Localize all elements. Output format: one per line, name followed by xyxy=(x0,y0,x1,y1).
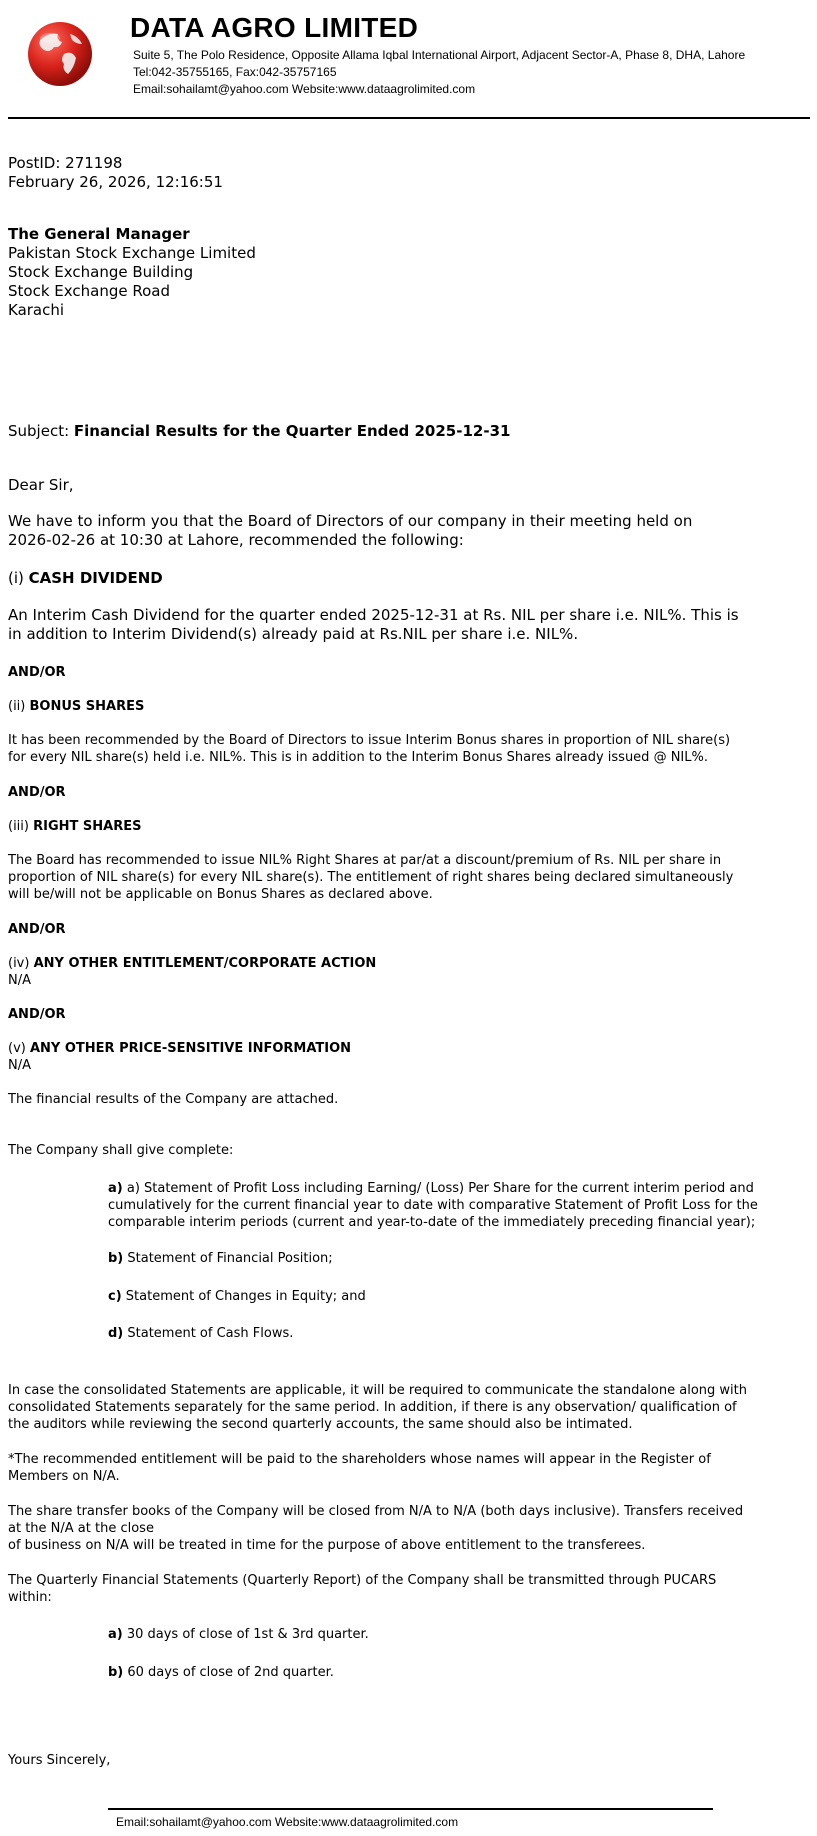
consolidated-text: the auditors while reviewing the second quarterly accounts, the same should also be intimated. xyxy=(8,1417,633,1432)
section-number: (ii) xyxy=(8,699,30,714)
section-number: (v) xyxy=(8,1041,30,1056)
bonus-shares-text: for every NIL share(s) held i.e. NIL%. This is in addition to the Interim Bonus Shares already issued @ NIL%. xyxy=(8,750,708,765)
and-or: AND/OR xyxy=(8,665,66,680)
and-or: AND/OR xyxy=(8,922,66,937)
consolidated-text: In case the consolidated Statements are applicable, it will be required to communicate the standalone along with xyxy=(8,1383,747,1398)
list-text: Statement of Changes in Equity; and xyxy=(121,1289,366,1304)
transfer-text: The share transfer books of the Company will be closed from N/A to N/A (both days inclusive). Transfers received xyxy=(8,1504,744,1519)
statement-d xyxy=(108,1325,798,1342)
entitlement-text: *The recommended entitlement will be paid to the shareholders whose names will appear in the Register of xyxy=(8,1452,711,1467)
section-heading: BONUS SHARES xyxy=(29,699,145,714)
right-shares-text: The Board has recommended to issue NIL% Right Shares at par/at a discount/premium of Rs. NIL per share in xyxy=(8,853,722,868)
salutation: Dear Sir, xyxy=(8,476,74,494)
transfer-text: of business on N/A will be treated in time for the purpose of above entitlement to the transferees. xyxy=(8,1538,646,1553)
deadline-b xyxy=(108,1664,798,1681)
cash-dividend-text: An Interim Cash Dividend for the quarter ended 2025-12-31 at Rs. NIL per share i.e. NIL%. This is xyxy=(8,606,739,624)
company-name: DATA AGRO LIMITED xyxy=(130,12,419,43)
quarterly-text: The Quarterly Financial Statements (Quarterly Report) of the Company shall be transmitted through PUCARS xyxy=(8,1573,717,1588)
footer-contact: Email:sohailamt@yahoo.com Website:www.dataagrolimited.com xyxy=(116,1815,459,1829)
section-number: (iv) xyxy=(8,956,34,971)
company-phone: Tel:042-35755165, Fax:042-35757165 xyxy=(133,65,337,79)
subject-line xyxy=(8,422,798,441)
statement-a-cont: comparable interim periods (current and year-to-date of the immediately preceding financial year); xyxy=(108,1215,756,1230)
other-entitlement-heading xyxy=(8,955,798,972)
statement-c xyxy=(108,1288,798,1305)
list-label: a) xyxy=(108,1627,123,1642)
and-or: AND/OR xyxy=(8,1007,66,1022)
recipient-line: Pakistan Stock Exchange Limited xyxy=(8,244,256,262)
section-number: (i) xyxy=(8,569,29,587)
price-sensitive-value: N/A xyxy=(8,1058,31,1073)
cash-dividend-heading xyxy=(8,569,798,588)
company-address: Suite 5, The Polo Residence, Opposite Allama Iqbal International Airport, Adjacent Sector-A, Phase 8, DHA, Lahore xyxy=(133,48,746,62)
list-text: Statement of Cash Flows. xyxy=(123,1326,294,1341)
header-divider xyxy=(8,117,810,119)
give-complete: The Company shall give complete: xyxy=(8,1143,234,1158)
and-or: AND/OR xyxy=(8,785,66,800)
recipient-line: Stock Exchange Building xyxy=(8,263,194,281)
section-heading: RIGHT SHARES xyxy=(33,819,142,834)
bonus-shares-text: It has been recommended by the Board of Directors to issue Interim Bonus shares in proportion of NIL share(s) xyxy=(8,733,731,748)
right-shares-text: will be/will not be applicable on Bonus Shares as declared above. xyxy=(8,887,433,902)
cash-dividend-text: in addition to Interim Dividend(s) already paid at Rs.NIL per share i.e. NIL%. xyxy=(8,625,579,643)
closing: Yours Sincerely, xyxy=(8,1753,111,1768)
recipient-title: The General Manager xyxy=(8,225,190,243)
subject-text: Financial Results for the Quarter Ended 2025-12-31 xyxy=(73,422,511,440)
section-heading: CASH DIVIDEND xyxy=(28,569,163,587)
consolidated-text: consolidated Statements separately for the same period. In addition, if there is any observation/ qualification of xyxy=(8,1400,737,1415)
recipient-line: Karachi xyxy=(8,301,65,319)
other-entitlement-value: N/A xyxy=(8,973,31,988)
post-id: PostID: 271198 xyxy=(8,154,123,172)
statement-b xyxy=(108,1250,798,1267)
deadline-a xyxy=(108,1626,798,1643)
list-label: b) xyxy=(108,1251,124,1266)
list-text: 30 days of close of 1st & 3rd quarter. xyxy=(122,1627,369,1642)
globe-icon xyxy=(26,20,94,88)
recipient-line: Stock Exchange Road xyxy=(8,282,170,300)
statement-a xyxy=(108,1180,798,1197)
transfer-text: at the N/A at the close xyxy=(8,1521,154,1536)
list-label: a) xyxy=(108,1181,123,1196)
entitlement-text: Members on N/A. xyxy=(8,1469,120,1484)
statement-a-cont: cumulatively for the current financial year to date with comparative Statement of Profit Loss for the xyxy=(108,1198,758,1213)
list-label: c) xyxy=(108,1289,122,1304)
right-shares-heading xyxy=(8,818,798,835)
list-label: b) xyxy=(108,1665,124,1680)
bonus-shares-heading xyxy=(8,698,798,715)
section-number: (iii) xyxy=(8,819,34,834)
section-heading: ANY OTHER ENTITLEMENT/CORPORATE ACTION xyxy=(33,956,377,971)
price-sensitive-heading xyxy=(8,1040,798,1057)
list-label: d) xyxy=(108,1326,124,1341)
list-text: 60 days of close of 2nd quarter. xyxy=(123,1665,334,1680)
post-datetime: February 26, 2026, 12:16:51 xyxy=(8,173,223,191)
list-text: a) Statement of Profit Loss including Earning/ (Loss) Per Share for the current interim period and xyxy=(122,1181,754,1196)
results-attached: The financial results of the Company are attached. xyxy=(8,1092,339,1107)
intro-line: We have to inform you that the Board of Directors of our company in their meeting held on xyxy=(8,512,693,530)
section-heading: ANY OTHER PRICE-SENSITIVE INFORMATION xyxy=(29,1041,352,1056)
quarterly-text: within: xyxy=(8,1590,52,1605)
right-shares-text: proportion of NIL share(s) for every NIL share(s). The entitlement of right shares being declared simultaneously xyxy=(8,870,734,885)
footer-divider xyxy=(108,1808,713,1810)
list-text: Statement of Financial Position; xyxy=(123,1251,333,1266)
intro-line: 2026-02-26 at 10:30 at Lahore, recommended the following: xyxy=(8,531,464,549)
company-contact: Email:sohailamt@yahoo.com Website:www.dataagrolimited.com xyxy=(133,82,476,96)
subject-label: Subject: xyxy=(8,422,74,440)
